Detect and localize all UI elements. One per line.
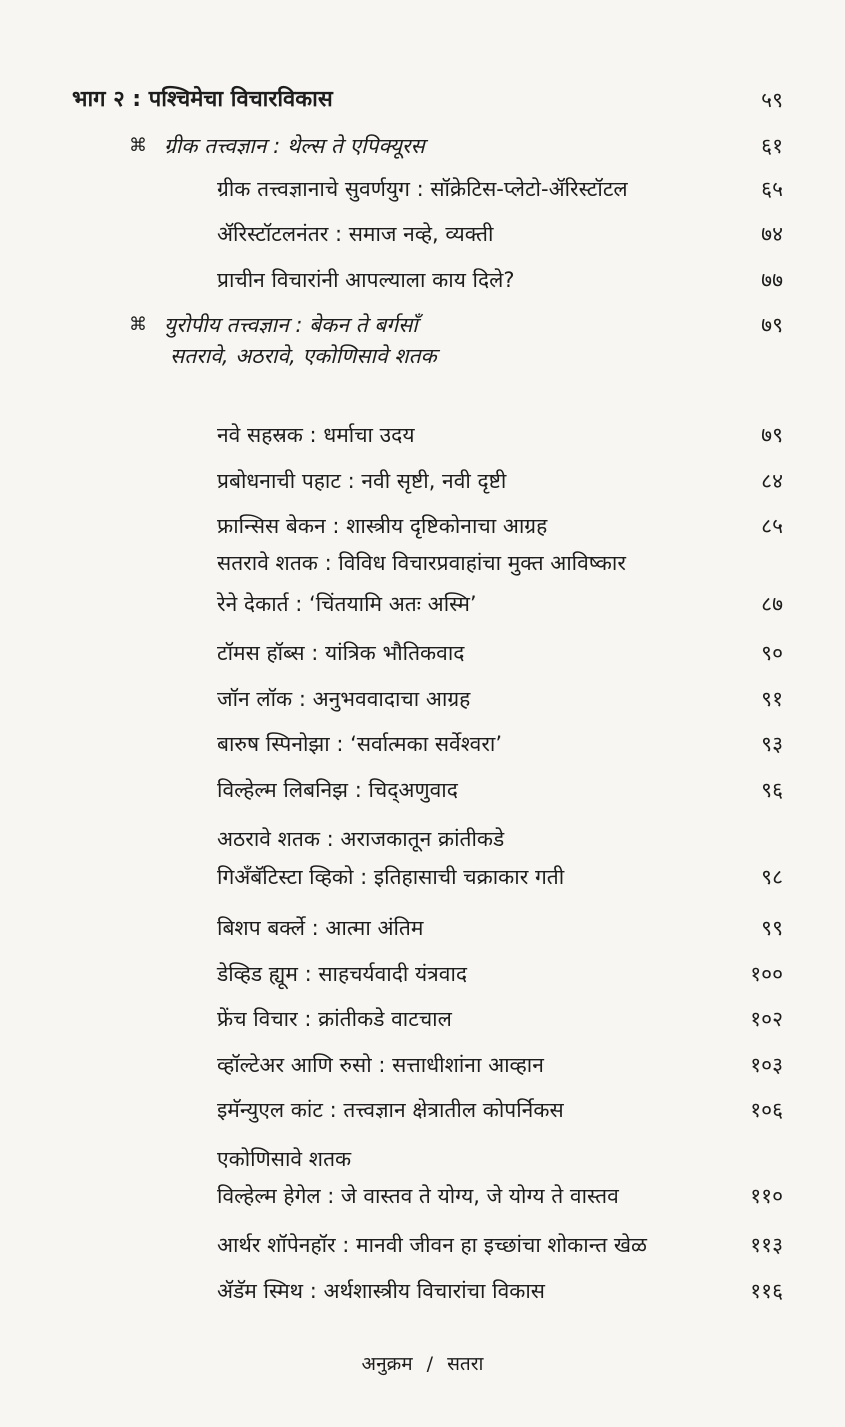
item-page-number: ९९ [761, 916, 783, 940]
item-title: फ्रेंच विचार : क्रांतीकडे वाटचाल [217, 1007, 452, 1031]
item-title: इमॅन्युएल कांट : तत्त्वज्ञान क्षेत्रातील कोपर्निकस [217, 1098, 564, 1122]
item-page-number: ९१ [761, 687, 783, 711]
toc-item [0, 677, 845, 721]
toc-item [0, 258, 845, 302]
item-page-number: ७४ [761, 222, 783, 246]
toc-item [0, 855, 845, 899]
item-page-number: १०६ [750, 1098, 783, 1122]
item-title: नवे सहस्रक : धर्माचा उदय [217, 423, 415, 447]
item-page-number: ९६ [761, 778, 783, 802]
toc-item [0, 722, 845, 766]
section-title: ग्रीक तत्त्वज्ञान : थेल्स ते एपिक्यूरस [164, 134, 425, 158]
item-title: डेव्हिड ह्यूम : साहचर्यवादी यंत्रवाद [217, 962, 468, 986]
part-title: भाग २ : पश्चिमेचा विचारविकास [72, 87, 333, 112]
item-title: ॲरिस्टॉटलनंतर : समाज नव्हे, व्यक्ती [217, 222, 494, 246]
page-footer [0, 1349, 845, 1379]
item-page-number: ८४ [761, 469, 783, 493]
toc-item [0, 768, 845, 812]
toc-item [0, 906, 845, 950]
section-title: युरोपीय तत्त्वज्ञान : बेकन ते बर्गसाँ [164, 313, 418, 337]
toc-item [0, 1269, 845, 1313]
item-page-number: १०० [750, 962, 783, 986]
toc-item [0, 1088, 845, 1132]
toc-item [0, 582, 845, 626]
toc-item [0, 212, 845, 256]
item-page-number: ९३ [761, 732, 783, 756]
toc-part-heading [0, 78, 845, 122]
item-title: प्राचीन विचारांनी आपल्याला काय दिले? [217, 268, 515, 292]
item-title: रेने देकार्त : ‘चिंतयामि अतः अस्मि’ [217, 592, 477, 616]
item-title: टॉमस हॉब्स : यांत्रिक भौतिकवाद [217, 641, 465, 665]
toc-item [0, 459, 845, 503]
item-page-number: ९८ [761, 865, 783, 889]
item-page-number: ११६ [750, 1279, 783, 1303]
toc-item [0, 1223, 845, 1267]
section-page-number: ७९ [761, 313, 783, 337]
section-page-number: ६१ [761, 134, 783, 158]
toc-item [0, 631, 845, 675]
item-page-number: ८५ [761, 514, 783, 538]
item-title: ॲडॅम स्मिथ : अर्थशास्त्रीय विचारांचा विकास [217, 1279, 546, 1303]
item-title: बिशप बर्क्ले : आत्मा अंतिम [217, 916, 424, 940]
item-page-number: ११० [750, 1184, 783, 1208]
part-page-number: ५९ [761, 88, 783, 112]
item-page-number: ६५ [761, 177, 783, 201]
toc-century-heading [0, 541, 845, 585]
item-page-number: १०३ [750, 1053, 783, 1077]
toc-item [0, 952, 845, 996]
toc-item [0, 413, 845, 457]
footer-label: अनुक्रम [361, 1353, 413, 1375]
item-title: विल्हेल्म लिबनिझ : चिद्‌अणुवाद [217, 778, 458, 802]
item-title: गिॲंबॅटिस्टा व्हिको : इतिहासाची चक्राकार गती [217, 865, 565, 889]
item-page-number: ७७ [761, 268, 783, 292]
toc-section-greek [0, 124, 845, 168]
item-title: विल्हेल्म हेगेल : जे वास्तव ते योग्य, जे योग्य ते वास्तव [217, 1184, 619, 1208]
section-subtitle: सतरावे, अठरावे, एकोणिसावे शतक [170, 344, 437, 368]
item-title: बारुष स्पिनोझा : ‘सर्वात्मका सर्वेश्वरा’ [217, 732, 503, 756]
footer-separator: / [426, 1353, 434, 1375]
item-page-number: ९० [761, 641, 783, 665]
footer-page-number: सतरा [447, 1353, 484, 1375]
item-page-number: १०२ [750, 1007, 783, 1031]
toc-item [0, 1043, 845, 1087]
toc-item [0, 167, 845, 211]
item-title: फ्रान्सिस बेकन : शास्त्रीय दृष्टिकोनाचा आग्रह [217, 514, 548, 538]
toc-item [0, 997, 845, 1041]
century-heading-title: एकोणिसावे शतक [217, 1147, 352, 1171]
item-title: जॉन लॉक : अनुभववादाचा आग्रह [217, 687, 471, 711]
item-title: प्रबोधनाची पहाट : नवी सृष्टी, नवी दृष्टी [217, 469, 507, 493]
section-bullet-icon: ⌘ [129, 314, 147, 335]
item-title: व्हॉल्टेअर आणि रुसो : सत्ताधीशांना आव्हान [217, 1053, 544, 1077]
section-bullet-icon: ⌘ [129, 135, 147, 156]
toc-section-european [0, 303, 845, 383]
item-page-number: ८७ [761, 592, 783, 616]
century-heading-title: अठरावे शतक : अराजकातून क्रांतीकडे [217, 827, 505, 851]
toc-item [0, 1174, 845, 1218]
item-title: ग्रीक तत्त्वज्ञानाचे सुवर्णयुग : सॉक्रेटिस-प्लेटो-ॲरिस्टॉटल [217, 177, 628, 201]
item-page-number: ७९ [761, 423, 783, 447]
item-page-number: ११३ [750, 1233, 783, 1257]
item-title: आर्थर शॉपेनहॉर : मानवी जीवन हा इच्छांचा शोकान्त खेळ [217, 1233, 647, 1257]
century-heading-title: सतरावे शतक : विविध विचारप्रवाहांचा मुक्त आविष्कार [217, 551, 626, 575]
